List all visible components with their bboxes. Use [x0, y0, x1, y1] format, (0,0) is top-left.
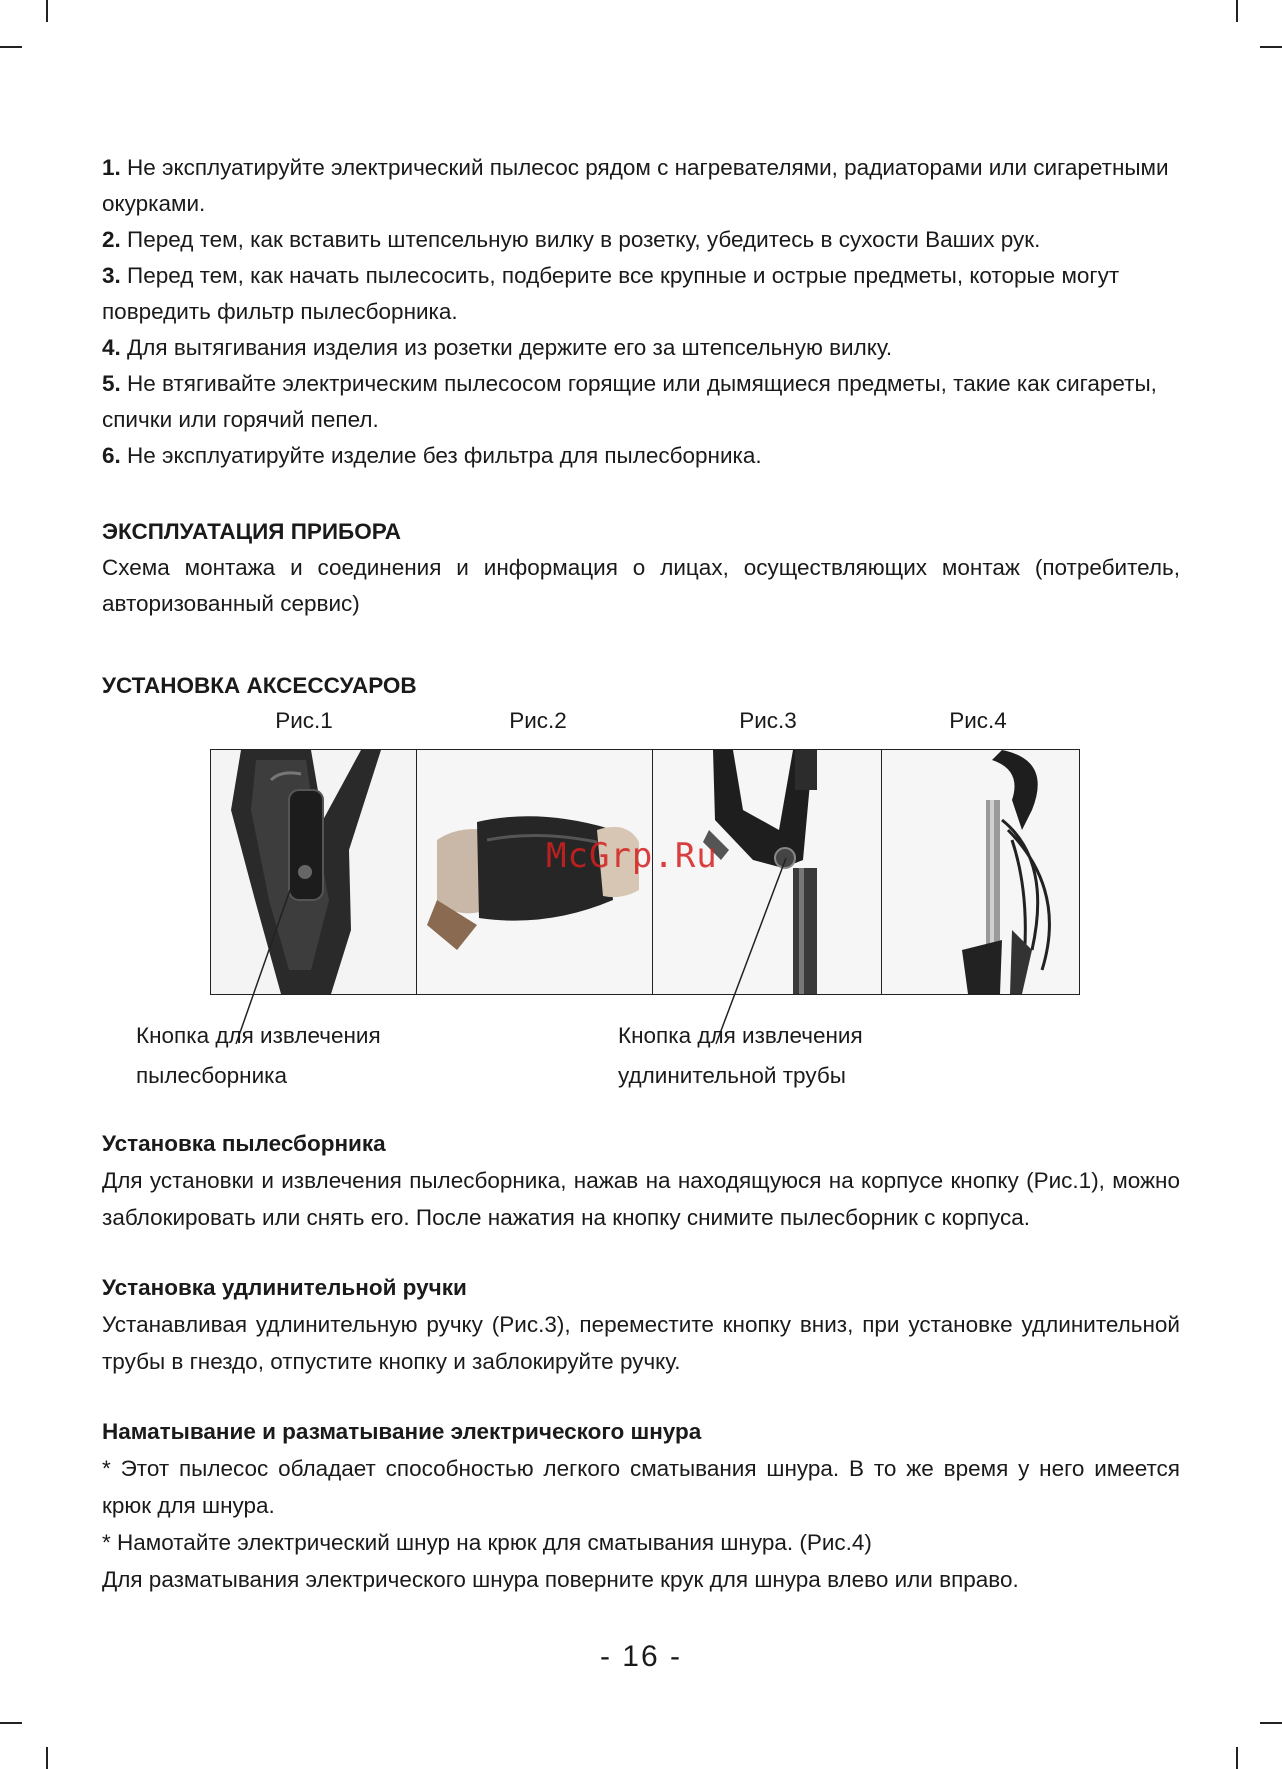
cord-line-3: Для разматывания электрического шнура поверните крук для шнура влево или вправо. — [102, 1567, 1019, 1592]
handle-section — [102, 1270, 1180, 1380]
cord-line-1: * Этот пылесос обладает способностью легкого сматывания шнура. В то же время у него имеется крюк для шнура. — [102, 1456, 1180, 1518]
callout-dust-bin-button — [136, 1016, 381, 1096]
callout-line: Кнопка для извлечения — [136, 1023, 381, 1048]
callout-tube-button — [618, 1016, 863, 1096]
dust-bin-heading: Установка пылесборника — [102, 1131, 386, 1156]
operation-heading: ЭКСПЛУАТАЦИЯ ПРИБОРА — [102, 519, 401, 544]
rule-item: 2. Перед тем, как вставить штепсельную вилку в розетку, убедитесь в сухости Ваших рук. — [102, 227, 1041, 252]
cord-heading: Наматывание и разматывание электрического шнура — [102, 1419, 702, 1444]
rule-item: 4. Для вытягивания изделия из розетки держите его за штепсельную вилку. — [102, 335, 893, 360]
handle-text: Устанавливая удлинительную ручку (Рис.3), переместите кнопку вниз, при установке удлинительной трубы в гнездо, отпустите кнопку и заблокируйте ручку. — [102, 1312, 1180, 1374]
rule-item: 1. Не эксплуатируйте электрический пылесос рядом с нагревателями, радиаторами или сигаретными окурками. — [102, 155, 1169, 216]
figure-title-2: Рис.2 — [509, 708, 567, 733]
figure-title-4: Рис.4 — [949, 708, 1007, 733]
rule-item: 6. Не эксплуатируйте изделие без фильтра для пылесборника. — [102, 443, 762, 468]
dust-bin-section — [102, 1126, 1180, 1236]
figure-title-3: Рис.3 — [739, 708, 797, 733]
cord-line-2: * Намотайте электрический шнур на крюк для сматывания шнура. (Рис.4) — [102, 1530, 872, 1555]
cord-section — [102, 1414, 1180, 1598]
operation-text: Схема монтажа и соединения и информация о лицах, осуществляющих монтаж (потребитель, авторизованный сервис) — [102, 555, 1180, 616]
page-number: - 16 - — [599, 1640, 683, 1673]
rule-item: 5. Не втягивайте электрическим пылесосом горящие или дымящиеся предметы, такие как сигареты, спички или горячий пепел. — [102, 371, 1157, 432]
accessories-heading: УСТАНОВКА АКСЕССУАРОВ — [102, 673, 417, 698]
handle-heading: Установка удлинительной ручки — [102, 1275, 467, 1300]
figure-title-1: Рис.1 — [275, 708, 333, 733]
rule-item: 3. Перед тем, как начать пылесосить, подберите все крупные и острые предметы, которые могут повредить фильтр пылесборника. — [102, 263, 1120, 324]
callout-line: удлинительной трубы — [618, 1063, 846, 1088]
callout-line: Кнопка для извлечения — [618, 1023, 863, 1048]
watermark: McGrp.Ru — [546, 836, 718, 876]
dust-bin-text: Для установки и извлечения пылесборника, нажав на находящуюся на корпусе кнопку (Рис.1), можно заблокировать или снять его. После нажатия на кнопку снимите пылесборник с корпуса. — [102, 1168, 1180, 1230]
callout-line: пылесборника — [136, 1063, 288, 1088]
